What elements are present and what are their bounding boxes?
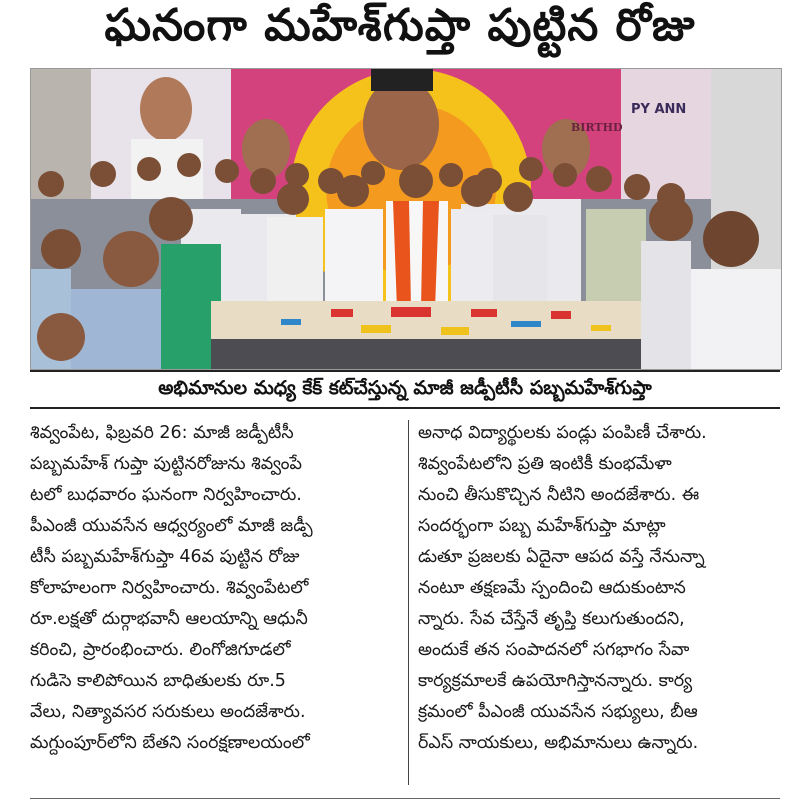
body-line: శివ్వంపేటలోని ప్రతి ఇంటికీ కుంభమేళా (418, 454, 672, 474)
body-line: మగ్దుంపూర్‌లోని బేతని సంరక్షణాలయంలో (30, 733, 310, 753)
body-line: గుడిసె కాలిపోయిన బాధితులకు రూ.5 (30, 671, 286, 691)
headline: ఘనంగా మహేశ్‌గుప్తా పుట్టిన రోజు (104, 0, 696, 51)
caption-top-rule (30, 370, 780, 372)
body-line: నుంచి తీసుకొచ్చిన నీటిని అందజేశారు. ఈ (418, 485, 700, 505)
body-line: కోలాహలంగా నిర్వహించారు. శివ్వంపేటలో (30, 578, 309, 598)
banner-letters: PY ANN (631, 102, 687, 117)
body-line: శివ్వంపేట, ఫిబ్రవరి 26: మాజీ జడ్పీటీసీ (30, 423, 294, 443)
body-line: నంటూ తక్షణమే స్పందించి ఆదుకుంటాన (418, 578, 686, 598)
column-divider (408, 420, 409, 785)
body-line: పీఎంజీ యువసేన ఆధ్వర్యంలో మాజీ జడ్పీ (30, 516, 313, 536)
body-line: డుతూ ప్రజలకు ఏదైనా ఆపద వస్తే నేనున్నా (418, 547, 705, 567)
body-line: సందర్భంగా పబ్బ మహేశ్‌గుప్తా మాట్లా (418, 516, 666, 536)
caption-bottom-rule (30, 407, 780, 409)
body-line: కార్యక్రమాలకే ఉపయోగిస్తానన్నారు. కార్య (418, 671, 693, 691)
body-line: టీసీ పబ్బమహేశ్‌గుప్తా 46వ పుట్టిన రోజు (30, 547, 300, 567)
article-left-column (30, 418, 402, 759)
body-line: పబ్బమహేశ్ గుప్తా పుట్టినరోజును శివ్వంపే (30, 454, 302, 474)
banner-birthday-text: BIRTHD (571, 121, 623, 134)
body-line: క్రమంలో పీఎంజీ యువసేన సభ్యులు, బీఆ (418, 702, 698, 722)
body-line: వేలు, నిత్యావసర సరుకులు అందజేశారు. (30, 702, 306, 722)
body-line: న్నారు. సేవ చేస్తేనే తృప్తి కలుగుతుందని, (418, 609, 685, 629)
news-photo (30, 68, 782, 370)
body-line: కరించి, ప్రారంభించారు. లింగోజిగూడలో (30, 640, 291, 660)
body-line: అనాధ విద్యార్థులకు పండ్లు పంపిణీ చేశారు. (418, 423, 707, 443)
body-line: రూ.లక్షతో దుర్గాభవానీ ఆలయాన్ని ఆధునీ (30, 609, 308, 629)
body-line: ర్ఎస్ నాయకులు, అభిమానులు ఉన్నారు. (418, 733, 699, 753)
bottom-rule (30, 798, 780, 799)
article-right-column (418, 418, 780, 759)
body-line: అందుకే తన సంపాదనలో సగభాగం సేవా (418, 640, 690, 660)
photo-caption: అభిమానుల మధ్య కేక్ కట్‌చేస్తున్న మాజీ జడ్పీటీసీ పబ్బమహేశ్‌గుప్తా (158, 376, 652, 399)
body-line: టలో బుధవారం ఘనంగా నిర్వహించారు. (30, 485, 302, 505)
